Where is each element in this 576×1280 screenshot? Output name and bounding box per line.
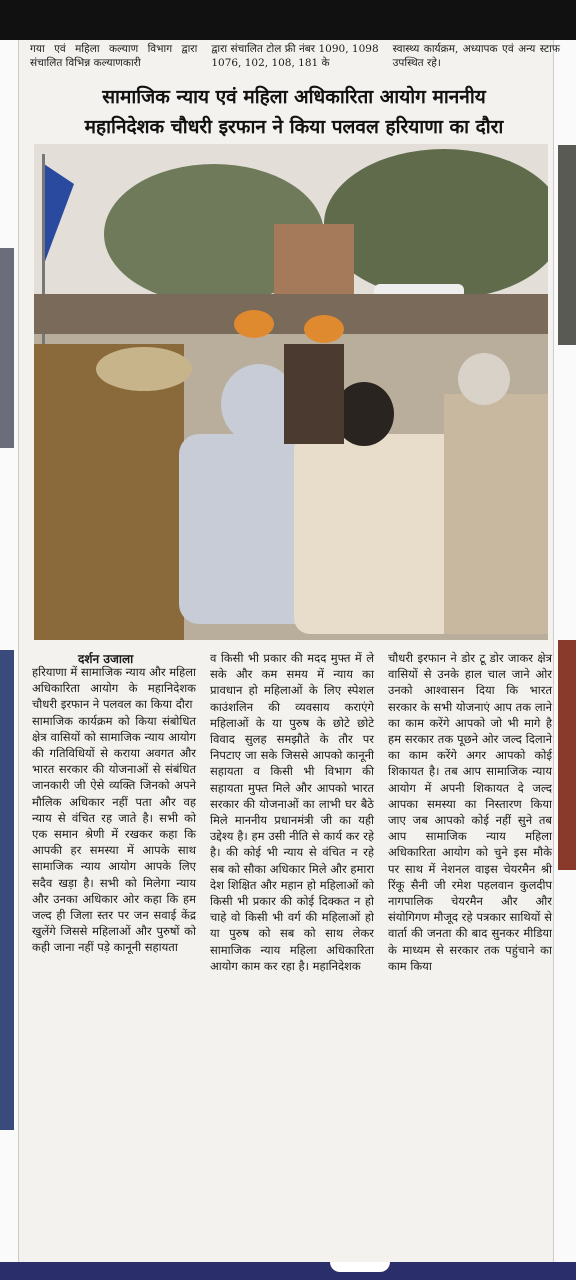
right-edge-photo <box>558 145 576 345</box>
right-edge-ad <box>558 640 576 870</box>
article-column-2: व किसी भी प्रकार की मदद मुफ्त में ले सके और कम समय में न्याय का प्रावधान हो महिलाओं के लिए स्पेशल काउंशलिन की व्यवसाय कराएंगे महिलाओं के या पुरुष के छोटे छोटे विवाद सुलह समझौते के तौर पर निपटाए जा सके जिससे आपको कानूनी सहायता व किसी भी विभाग की सहायता मुफ्त मिले और आपको भारत सरकार की योजनाओं का लाभी घर बैठे मिले माननीय प्रधानमंत्री जी का यही उद्देश्य है। हम उसी नीति से कार्य कर रहे है। की कोई भी न्याय से वंचित न रहे सब को सौका अधिकार मिले और हमारा देश शिक्षित और महान हो महिलाओं को किसी भी प्रकार की कोई दिक्कत न हो चाहे वो किसी भी वर्ग की महिलाओं हो या पुरुष को सब को साथ लेकर सामाजिक न्याय महिला अधिकारिता आयोग काम कर रहा है। महानिदेशक <box>210 651 374 973</box>
top-black-strip <box>0 0 576 40</box>
headline-line-2: महानिदेशक चौधरी इरफान ने किया पलवल हरियाणा का दौरा <box>84 116 504 138</box>
top-column-1: गया एवं महिला कल्याण विभाग द्वारा संचालित विभिन्न कल्याणकारी <box>30 43 198 69</box>
news-photo <box>34 144 548 640</box>
right-adjacent-column <box>553 40 576 1280</box>
article-column-1: हरियाणा में सामाजिक न्याय और महिला अधिकारिता आयोग के महानिदेशक चौधरी इरफान ने पलवल का किया दौरा सामाजिक कार्यक्रम को किया संबोधित क्षेत्र वासियों को सामाजिक न्याय आयोग की गतिविधियों से कराया अवगत और भारत सरकार की योजनाओं से संबंधित जानकारी जी ऐसे व्यक्ति जिनको अपने मौलिक अधिकार नहीं पता और वह न्याय से वंचित रह जाते है। सभी को एक समान श्रेणी में रखकर कहा कि आपकी हर समस्या में आपके साथ सामाजिक न्याय आयोग आपके लिए सदैव खड़ा है। सभी को मिलेगा न्याय और उनका अधिकार ओर कहा कि हम जल्द ही जिला स्तर पर जन सवाई केंद्र खुलेंगे जिससे महिलाओं और पुरुषों को कही जाना नहीं पड़े कानूनी सहायता <box>32 665 196 955</box>
byline: दर्शन उजाला <box>78 652 134 666</box>
bottom-footer-bar <box>0 1262 576 1280</box>
previous-article-tail <box>30 42 560 76</box>
left-adjacent-column <box>0 40 19 1280</box>
article-column-3: चौधरी इरफान ने डोर टू डोर जाकर क्षेत्र वासियों से उनके हाल चाल जाने ओर उनको आश्वासन दिया कि भारत सरकार के सभी योजनाएं आप तक लाने का काम करेंगे आपको जो भी मागे है हम सरकार तक पूछने ओर जल्द दिलाने का काम करेंगे अगर आपको कोई शिकायत है। तब आप सामाजिक न्याय आयोग में अपनी शिकायत दे जल्द आपका समस्या का निस्तारण किया जाए जब आपको कोई नहीं सुने तब आप सामाजिक न्याय महिला अधिकारिता आयोग को चुने इस मौके पर साथ में नेशनल वाइस चेयरमैन श्री रिंकू सैनी जी रमेश पहलवान कुलदीप नागपालिक चेयरमैन और और संयोगिगण मौजूद रहे पत्रकार साथियों से वार्ता की जनता की बाद सुनकर मीडिया के माध्यम से सरकार तक पहुंचाने का काम किया <box>388 651 552 973</box>
top-column-2: द्वारा संचालित टोल फ्री नंबर 1090, 1098 1076, 102, 108, 181 के <box>211 43 379 69</box>
footer-logo-shape <box>330 1262 390 1272</box>
article-headline <box>34 82 554 142</box>
top-column-3: स्वास्थ्य कार्यक्रम, अध्यापक एवं अन्य स्टाफ उपस्थित रहे। <box>392 43 560 69</box>
left-edge-photo <box>0 248 14 448</box>
crowd-photo-illustration <box>34 144 548 640</box>
headline-line-1: सामाजिक न्याय एवं महिला अधिकारिता आयोग माननीय <box>102 86 486 108</box>
left-edge-ad <box>0 650 14 1130</box>
